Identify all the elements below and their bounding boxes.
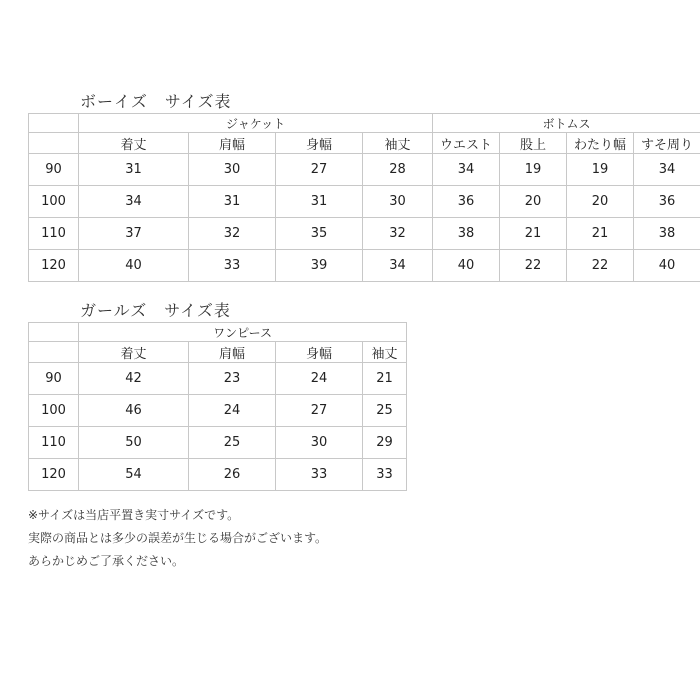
table-row <box>29 250 700 282</box>
value-cell: 34 <box>79 186 189 218</box>
value-cell: 21 <box>567 218 634 250</box>
value-cell: 19 <box>567 154 634 186</box>
value-cell: 40 <box>634 250 700 282</box>
size-cell: 120 <box>29 459 79 491</box>
value-cell: 39 <box>276 250 363 282</box>
notes <box>28 504 327 573</box>
value-cell: 24 <box>189 395 276 427</box>
note-line: 実際の商品とは多少の誤差が生じる場合がございます。 <box>28 531 328 545</box>
value-cell: 19 <box>500 154 567 186</box>
column-header: 身幅 <box>276 133 363 154</box>
column-header: 着丈 <box>79 133 189 154</box>
group-header-jacket: ジャケット <box>79 114 433 133</box>
size-cell: 120 <box>29 250 79 282</box>
column-header: わたり幅 <box>567 133 634 154</box>
size-header-cell <box>29 133 79 154</box>
value-cell: 24 <box>276 363 363 395</box>
boys-size-chart-title: ボーイズ サイズ表 <box>80 92 232 111</box>
group-header-bottoms: ボトムス <box>433 114 700 133</box>
note-line: あらかじめご了承ください。 <box>28 554 185 568</box>
value-cell: 23 <box>189 363 276 395</box>
column-header: 着丈 <box>79 342 189 363</box>
size-cell: 100 <box>29 395 79 427</box>
column-header-row <box>29 133 700 154</box>
size-cell: 100 <box>29 186 79 218</box>
value-cell: 33 <box>363 459 407 491</box>
value-cell: 20 <box>567 186 634 218</box>
value-cell: 25 <box>189 427 276 459</box>
girls-size-chart-title: ガールズ サイズ表 <box>80 301 231 320</box>
table-row <box>29 459 407 491</box>
value-cell: 21 <box>500 218 567 250</box>
size-cell: 110 <box>29 427 79 459</box>
value-cell: 46 <box>79 395 189 427</box>
value-cell: 21 <box>363 363 407 395</box>
boys-size-table <box>28 113 700 282</box>
girls-size-table <box>28 322 407 491</box>
table-row <box>29 427 407 459</box>
table-row <box>29 395 407 427</box>
column-header: 股上 <box>500 133 567 154</box>
value-cell: 30 <box>363 186 433 218</box>
value-cell: 32 <box>189 218 276 250</box>
value-cell: 36 <box>433 186 500 218</box>
value-cell: 50 <box>79 427 189 459</box>
value-cell: 33 <box>189 250 276 282</box>
value-cell: 35 <box>276 218 363 250</box>
size-cell: 110 <box>29 218 79 250</box>
value-cell: 34 <box>634 154 700 186</box>
value-cell: 33 <box>276 459 363 491</box>
value-cell: 54 <box>79 459 189 491</box>
note-line: ※サイズは当店平置き実寸サイズです。 <box>28 508 240 522</box>
value-cell: 28 <box>363 154 433 186</box>
value-cell: 34 <box>363 250 433 282</box>
corner-cell <box>29 323 79 342</box>
value-cell: 20 <box>500 186 567 218</box>
column-header: 肩幅 <box>189 342 276 363</box>
value-cell: 31 <box>276 186 363 218</box>
group-header-onepiece: ワンピース <box>79 323 407 342</box>
value-cell: 29 <box>363 427 407 459</box>
value-cell: 22 <box>567 250 634 282</box>
value-cell: 32 <box>363 218 433 250</box>
column-header: 袖丈 <box>363 342 407 363</box>
group-header-row <box>29 323 407 342</box>
value-cell: 37 <box>79 218 189 250</box>
column-header: ウエスト <box>433 133 500 154</box>
value-cell: 27 <box>276 395 363 427</box>
size-cell: 90 <box>29 154 79 186</box>
value-cell: 40 <box>433 250 500 282</box>
value-cell: 36 <box>634 186 700 218</box>
value-cell: 31 <box>189 186 276 218</box>
column-header: 身幅 <box>276 342 363 363</box>
size-header-cell <box>29 342 79 363</box>
column-header: 袖丈 <box>363 133 433 154</box>
table-row <box>29 186 700 218</box>
column-header: 肩幅 <box>189 133 276 154</box>
value-cell: 42 <box>79 363 189 395</box>
value-cell: 30 <box>189 154 276 186</box>
value-cell: 38 <box>634 218 700 250</box>
value-cell: 31 <box>79 154 189 186</box>
corner-cell <box>29 114 79 133</box>
value-cell: 25 <box>363 395 407 427</box>
value-cell: 26 <box>189 459 276 491</box>
table-row <box>29 154 700 186</box>
size-cell: 90 <box>29 363 79 395</box>
column-header-row <box>29 342 407 363</box>
value-cell: 34 <box>433 154 500 186</box>
group-header-row <box>29 114 700 133</box>
value-cell: 30 <box>276 427 363 459</box>
table-row <box>29 218 700 250</box>
value-cell: 22 <box>500 250 567 282</box>
value-cell: 40 <box>79 250 189 282</box>
value-cell: 38 <box>433 218 500 250</box>
column-header: すそ周り <box>634 133 700 154</box>
table-row <box>29 363 407 395</box>
value-cell: 27 <box>276 154 363 186</box>
